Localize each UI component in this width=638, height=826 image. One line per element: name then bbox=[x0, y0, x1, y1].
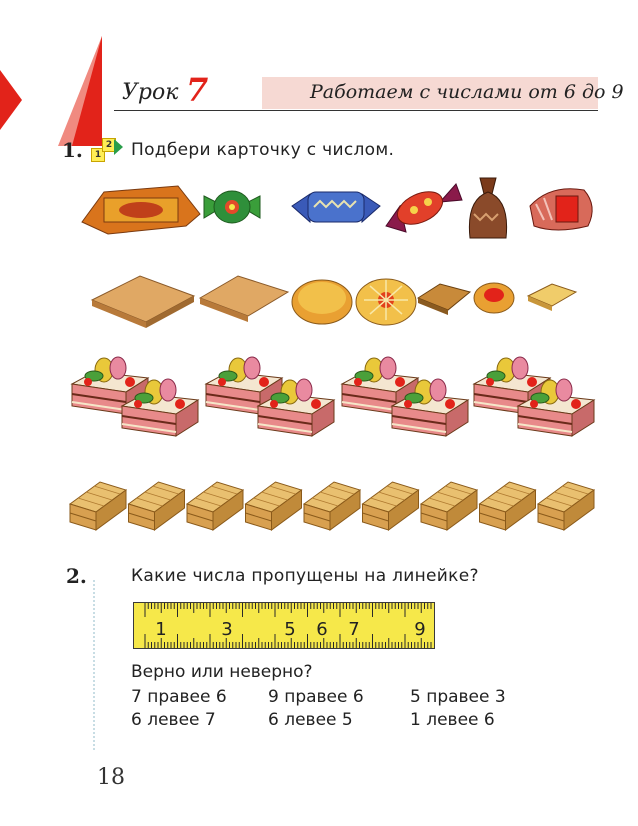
statement: 5 правее 3 bbox=[410, 687, 506, 707]
candies-row bbox=[82, 178, 592, 238]
ruler-label: 1 bbox=[155, 619, 167, 640]
statement: 9 правее 6 bbox=[268, 687, 364, 707]
cookie-item bbox=[92, 276, 194, 328]
cookie-item bbox=[292, 280, 352, 324]
wafer-item bbox=[480, 482, 536, 530]
statement: 7 правее 6 bbox=[131, 687, 227, 707]
candy-item bbox=[469, 178, 506, 238]
task-2-number: 2. bbox=[66, 564, 87, 588]
task-1-number: 1. bbox=[62, 138, 83, 162]
wafer-item bbox=[246, 482, 302, 530]
cookie-item bbox=[528, 284, 576, 311]
candy-item bbox=[530, 189, 592, 230]
lesson-number: 7 bbox=[186, 71, 209, 109]
statement: 6 левее 7 bbox=[131, 710, 216, 730]
wafer-item bbox=[363, 482, 419, 530]
task-1-text: Подбери карточку с числом. bbox=[131, 140, 395, 160]
cookie-item bbox=[474, 283, 514, 313]
candy-item bbox=[386, 184, 462, 232]
statement: 6 левее 5 bbox=[268, 710, 353, 730]
lesson-title: Работаем с числами от 6 до 9 bbox=[310, 81, 624, 103]
lesson-label: Урок bbox=[122, 80, 179, 105]
ruler-label: 5 bbox=[284, 619, 296, 640]
wafer-item bbox=[187, 482, 243, 530]
difficulty-badge-1: 1 bbox=[91, 148, 105, 162]
cookie-item bbox=[200, 276, 288, 322]
cakes-row bbox=[72, 357, 594, 436]
candy-item bbox=[82, 186, 200, 234]
margin-dotted-line bbox=[93, 580, 95, 750]
true-false-prompt: Верно или неверно? bbox=[131, 662, 313, 682]
difficulty-badge-2: 2 bbox=[102, 138, 116, 152]
wafer-item bbox=[70, 482, 126, 530]
ruler-label: 7 bbox=[348, 619, 360, 640]
wafer-item bbox=[129, 482, 185, 530]
wafer-item bbox=[304, 482, 360, 530]
cookie-item bbox=[418, 284, 470, 315]
cookie-item bbox=[356, 279, 416, 325]
number-ruler bbox=[133, 602, 435, 649]
ruler-label: 3 bbox=[221, 619, 233, 640]
statement: 1 левее 6 bbox=[410, 710, 495, 730]
cookies-row bbox=[92, 276, 576, 328]
ruler-label: 6 bbox=[316, 619, 328, 640]
page-number: 18 bbox=[97, 765, 125, 790]
candy-item bbox=[292, 192, 380, 222]
wafers-row bbox=[70, 482, 594, 530]
wafer-item bbox=[421, 482, 477, 530]
task-2-question: Какие числа пропущены на линейке? bbox=[131, 566, 479, 586]
ruler-label: 9 bbox=[414, 619, 426, 640]
wafer-item bbox=[538, 482, 594, 530]
candy-item bbox=[204, 191, 260, 223]
